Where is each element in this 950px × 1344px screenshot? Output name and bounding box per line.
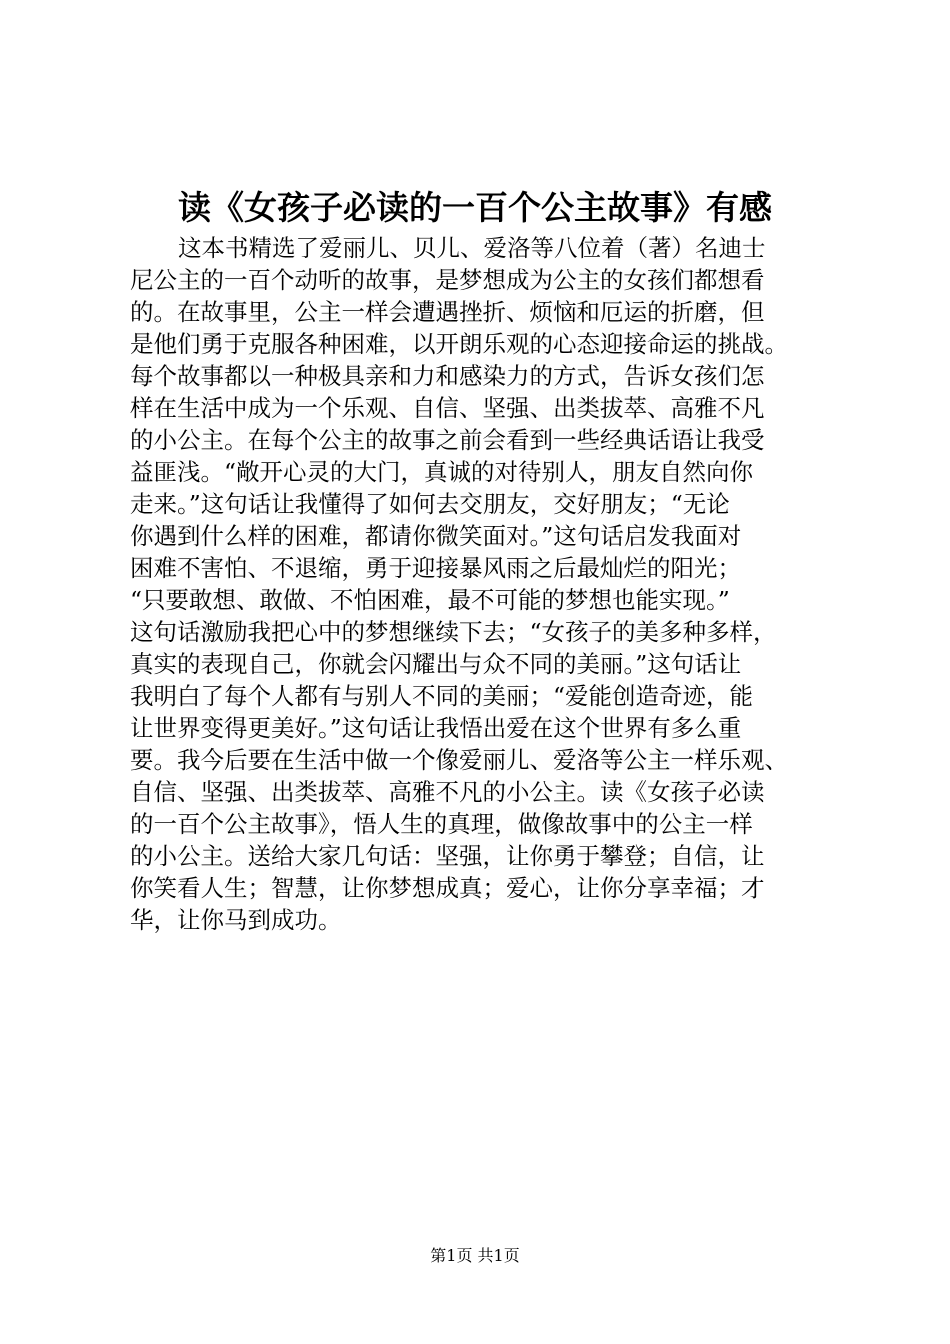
body-line: 你遇到什么样的困难，都请你微笑面对。”这句话启发我面对 [130,522,742,550]
body-line: 的一百个公主故事》，悟人生的真理，做像故事中的公主一样 [130,810,753,838]
body-line: 这本书精选了爱丽儿、贝儿、爱洛等八位着（著）名迪士 [178,234,766,262]
body-line: 益匪浅。“敞开心灵的大门，真诚的对待别人，朋友自然向你 [130,458,754,486]
body-line: 的。在故事里，公主一样会遭遇挫折、烦恼和厄运的折磨，但 [130,298,765,326]
document-title: 读《女孩子必读的一百个公主故事》有感 [178,188,772,227]
body-line: 华，让你马到成功。 [130,906,342,934]
body-line: 走来。”这句话让我懂得了如何去交朋友，交好朋友；“无论 [130,490,730,518]
body-line: 的小公主。送给大家几句话：坚强，让你勇于攀登；自信，让 [130,842,765,870]
body-line: 是他们勇于克服各种困难，以开朗乐观的心态迎接命运的挑战。 [130,330,788,358]
body-line: 这句话激励我把心中的梦想继续下去；“女孩子的美多种多样， [130,618,777,646]
body-line: 你笑看人生；智慧，让你梦想成真；爱心，让你分享幸福；才 [130,874,765,902]
body-line: 的小公主。在每个公主的故事之前会看到一些经典话语让我受 [130,426,765,454]
body-line: “只要敢想、敢做、不怕困难，最不可能的梦想也能实现。” [130,586,730,614]
body-line: 要。我今后要在生活中做一个像爱丽儿、爱洛等公主一样乐观、 [130,746,788,774]
body-line: 让世界变得更美好。”这句话让我悟出爱在这个世界有多么重 [130,714,742,742]
body-line: 我明白了每个人都有与别人不同的美丽；“爱能创造奇迹，能 [130,682,754,710]
body-line: 尼公主的一百个动听的故事，是梦想成为公主的女孩们都想看 [130,266,765,294]
body-line: 困难不害怕、不退缩，勇于迎接暴风雨之后最灿烂的阳光； [130,554,741,582]
body-line: 样在生活中成为一个乐观、自信、坚强、出类拔萃、高雅不凡 [130,394,765,422]
body-line: 真实的表现自己，你就会闪耀出与众不同的美丽。”这句话让 [130,650,742,678]
body-line: 自信、坚强、出类拔萃、高雅不凡的小公主。读《女孩子必读 [130,778,765,806]
document-body [130,232,830,936]
page-footer: 第1页 共1页 [430,1246,520,1265]
body-line: 每个故事都以一种极具亲和力和感染力的方式，告诉女孩们怎 [130,362,765,390]
